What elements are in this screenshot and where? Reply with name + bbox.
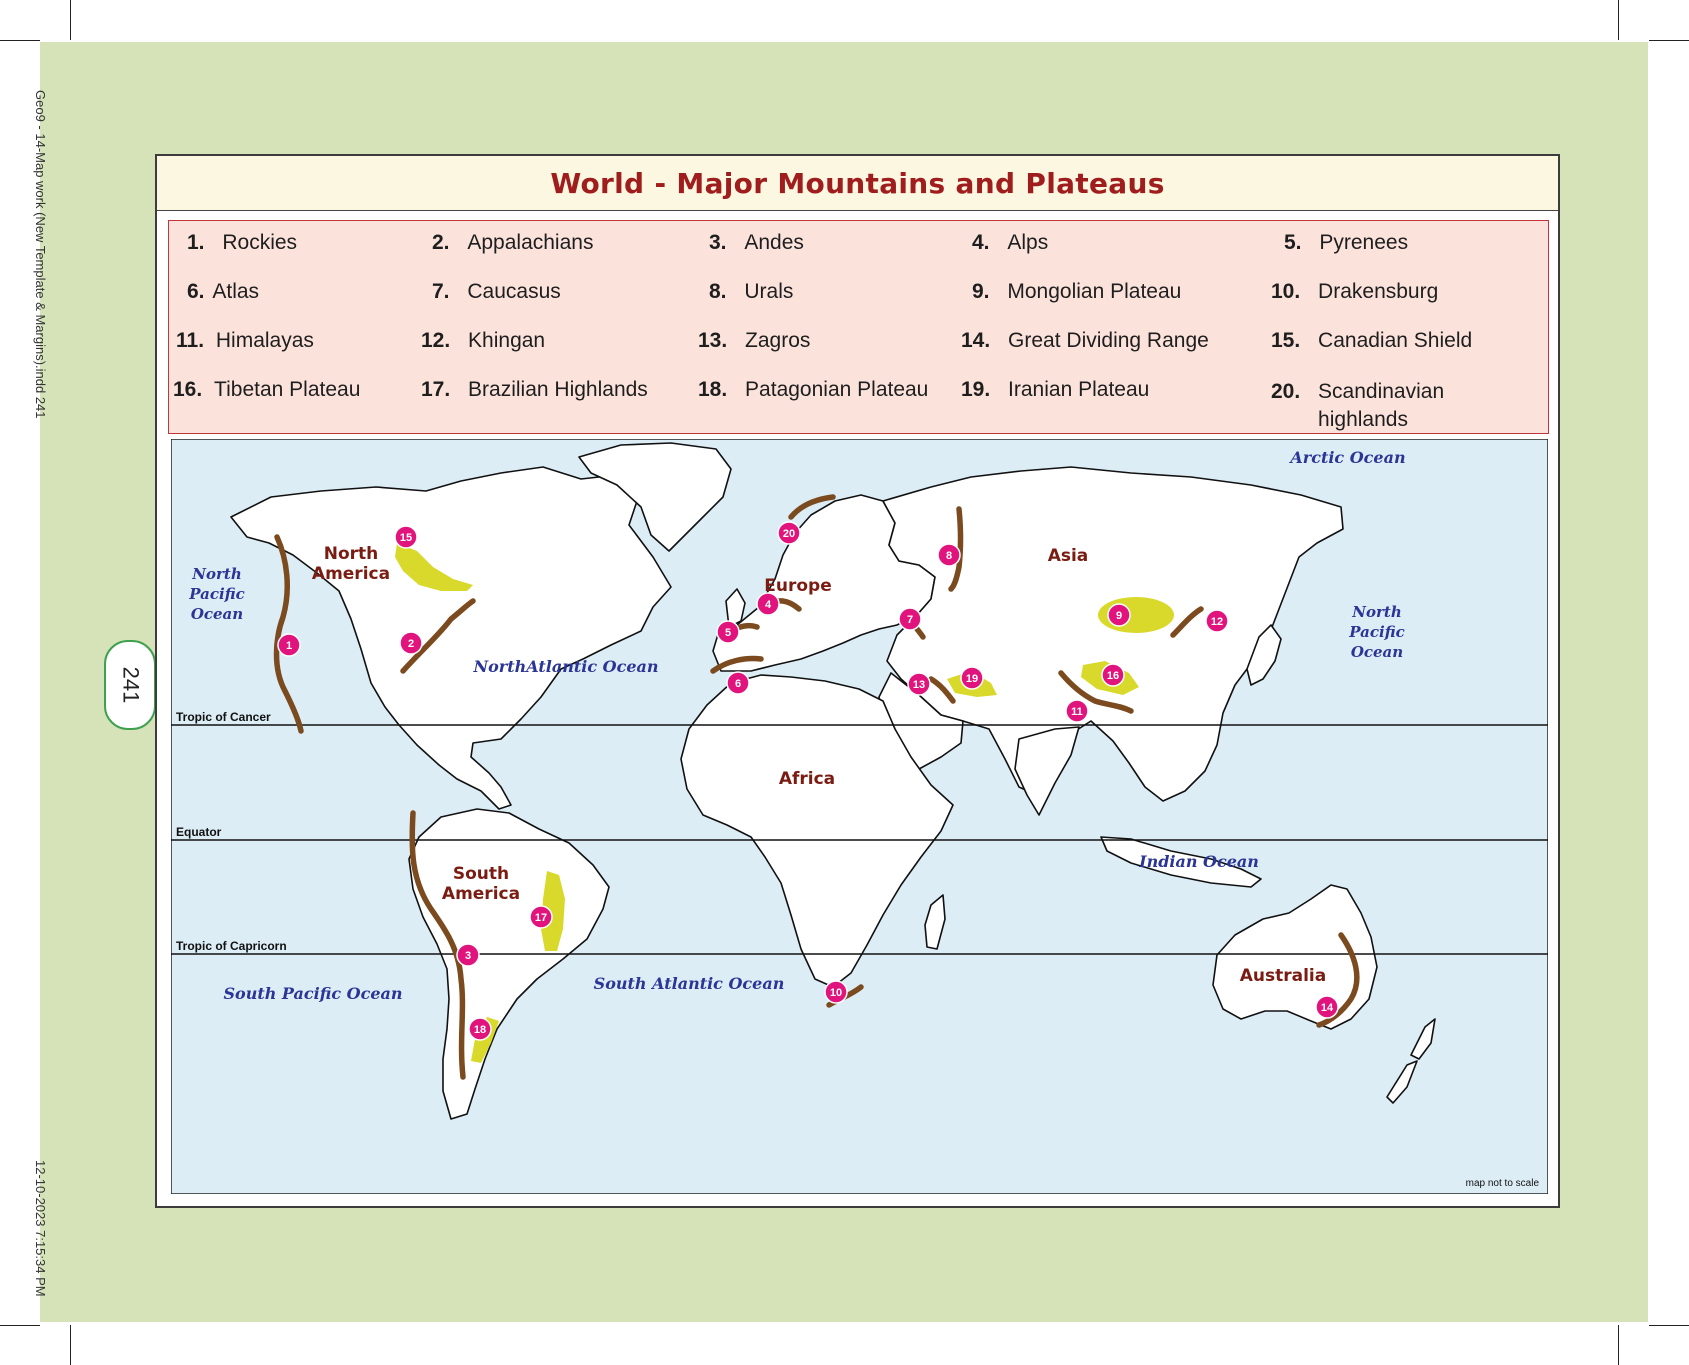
ocean-label-south-atlantic: South Atlantic Ocean	[593, 974, 785, 993]
marker-14[interactable]	[1316, 996, 1338, 1018]
marker-6[interactable]	[727, 672, 749, 694]
marker-1[interactable]	[278, 634, 300, 656]
marker-20[interactable]	[778, 522, 800, 544]
legend-label: Scandinavian highlands	[1318, 380, 1445, 431]
continent-label-europe: Europe	[764, 576, 832, 596]
legend-item	[698, 329, 810, 353]
legend-item	[972, 231, 1048, 255]
page-number: 241	[118, 666, 143, 704]
equator-label: Equator	[176, 825, 222, 839]
legend-item	[432, 231, 593, 255]
legend-number: 13.	[698, 329, 728, 352]
marker-16[interactable]	[1102, 664, 1124, 686]
legend-label: Mongolian Plateau	[1007, 280, 1182, 303]
legend-item	[1271, 378, 1501, 434]
legend-item	[709, 231, 804, 255]
crop-mark	[1618, 0, 1619, 40]
world-map	[171, 439, 1548, 1194]
marker-2[interactable]	[400, 632, 422, 654]
tropic-of-capricorn-label: Tropic of Capricorn	[176, 939, 287, 953]
marker-8[interactable]	[938, 544, 960, 566]
marker-label: 11	[1071, 706, 1083, 718]
legend-label: Iranian Plateau	[1008, 378, 1150, 401]
legend-item	[1284, 231, 1408, 255]
crop-mark	[70, 1325, 71, 1365]
legend-number: 18.	[698, 378, 728, 401]
marker-label: 13	[912, 679, 926, 691]
continent-label-north-america: North America	[311, 544, 391, 584]
legend-item	[176, 329, 314, 353]
legend-item	[421, 378, 648, 402]
legend-item	[1271, 329, 1472, 353]
marker-5[interactable]	[717, 621, 739, 643]
continent-label-australia: Australia	[1239, 966, 1327, 986]
tropic-of-cancer-label: Tropic of Cancer	[176, 710, 271, 724]
legend-item	[709, 280, 793, 304]
legend-number: 15.	[1271, 329, 1301, 352]
marker-label: 7	[906, 614, 914, 626]
legend-label: Drakensburg	[1318, 280, 1439, 303]
legend-number: 12.	[421, 329, 451, 352]
ocean-label-indian: Indian Ocean	[1139, 852, 1259, 871]
crop-mark	[1649, 1325, 1689, 1326]
legend-item	[432, 280, 561, 304]
marker-label: 18	[473, 1024, 487, 1036]
marker-label: 20	[782, 528, 796, 540]
legend-item	[961, 329, 1209, 353]
marker-19[interactable]	[961, 667, 983, 689]
crop-mark	[0, 40, 40, 41]
slug-date-line: 12-10-2023 7:15:34 PM	[33, 1160, 48, 1297]
crop-mark	[1649, 40, 1689, 41]
legend-label: Zagros	[745, 329, 811, 352]
ocean-label-south-pacific: South Pacific Ocean	[223, 984, 403, 1003]
marker-label: 14	[1320, 1002, 1334, 1014]
legend-label: Patagonian Plateau	[745, 378, 929, 401]
marker-17[interactable]	[530, 906, 552, 928]
legend-number: 2.	[432, 231, 450, 254]
marker-18[interactable]	[469, 1018, 491, 1040]
marker-label: 3	[464, 950, 472, 962]
continent-label-south-america: South America	[441, 864, 521, 904]
legend-label: Rockies	[222, 231, 298, 254]
legend-label: Great Dividing Range	[1008, 329, 1209, 352]
marker-12[interactable]	[1206, 610, 1228, 632]
crop-mark	[0, 1325, 40, 1326]
legend-item	[187, 280, 259, 304]
legend-number: 5.	[1284, 231, 1302, 254]
crop-mark	[70, 0, 71, 40]
marker-label: 5	[724, 627, 732, 639]
legend-item	[187, 231, 297, 255]
legend-label: Caucasus	[467, 280, 561, 303]
ocean-label-north-pacific-west: North Pacific Ocean	[189, 565, 245, 623]
legend-item	[972, 280, 1181, 304]
marker-label: 19	[965, 673, 979, 685]
legend-label: Himalayas	[215, 329, 314, 352]
ocean-label-north-atlantic: NorthAtlantic Ocean	[473, 657, 659, 676]
legend-item	[961, 378, 1149, 402]
legend-label: Pyrenees	[1319, 231, 1409, 254]
legend-number: 16.	[173, 378, 203, 401]
legend-number: 4.	[972, 231, 990, 254]
legend-number: 20.	[1271, 380, 1301, 403]
legend-number: 7.	[432, 280, 450, 303]
legend-label: Khingan	[468, 329, 546, 352]
marker-label: 10	[829, 987, 843, 999]
legend-label: Tibetan Plateau	[214, 378, 361, 401]
marker-7[interactable]	[899, 608, 921, 630]
legend-label: Appalachians	[467, 231, 594, 254]
page-number-badge	[104, 640, 156, 730]
marker-13[interactable]	[908, 673, 930, 695]
marker-9[interactable]	[1108, 604, 1130, 626]
ocean-label-north-pacific-east: North Pacific Ocean	[1349, 603, 1405, 661]
marker-label: 2	[407, 638, 415, 650]
map-frame	[155, 154, 1560, 1208]
marker-label: 16	[1106, 670, 1120, 682]
marker-3[interactable]	[457, 944, 479, 966]
marker-label: 1	[285, 640, 293, 652]
marker-label: 8	[945, 550, 953, 562]
marker-label: 12	[1210, 616, 1224, 628]
legend-number: 17.	[421, 378, 451, 401]
marker-11[interactable]	[1066, 700, 1088, 722]
legend-item	[421, 329, 545, 353]
map-title: World - Major Mountains and Plateaus	[550, 166, 1165, 200]
world-map-svg	[171, 439, 1548, 1194]
legend-number: 3.	[709, 231, 727, 254]
legend-item	[1271, 280, 1438, 304]
continent-label-africa: Africa	[778, 769, 836, 789]
legend-label: Alps	[1007, 231, 1049, 254]
marker-label: 17	[534, 912, 548, 924]
legend-item	[173, 378, 360, 402]
legend-number: 19.	[961, 378, 991, 401]
legend-label: Brazilian Highlands	[468, 378, 648, 401]
legend-label: Urals	[744, 280, 794, 303]
scale-note: map not to scale	[1465, 1178, 1539, 1189]
marker-label: 6	[734, 678, 742, 690]
marker-4[interactable]	[757, 593, 779, 615]
marker-label: 15	[399, 532, 413, 544]
legend-box	[168, 220, 1549, 434]
legend-number: 6.	[187, 280, 205, 303]
marker-10[interactable]	[825, 981, 847, 1003]
marker-15[interactable]	[395, 526, 417, 548]
crop-mark	[1618, 1325, 1619, 1365]
ocean-label-arctic: Arctic Ocean	[1290, 448, 1406, 467]
legend-number: 1.	[187, 231, 205, 254]
legend-number: 11.	[176, 329, 205, 352]
legend-label: Canadian Shield	[1318, 329, 1473, 352]
legend-label: Atlas	[212, 280, 260, 303]
legend-number: 10.	[1271, 280, 1301, 303]
legend-number: 14.	[961, 329, 991, 352]
continent-label-asia: Asia	[1047, 546, 1089, 566]
title-bar	[157, 156, 1558, 211]
marker-label: 9	[1115, 610, 1123, 622]
slug-file-line: Geo9 - 14-Map work (New Template & Margins).indd 241	[33, 90, 48, 419]
legend-item	[698, 378, 928, 402]
marker-label: 4	[764, 599, 772, 611]
legend-number: 9.	[972, 280, 990, 303]
legend-number: 8.	[709, 280, 727, 303]
legend-label: Andes	[744, 231, 804, 254]
